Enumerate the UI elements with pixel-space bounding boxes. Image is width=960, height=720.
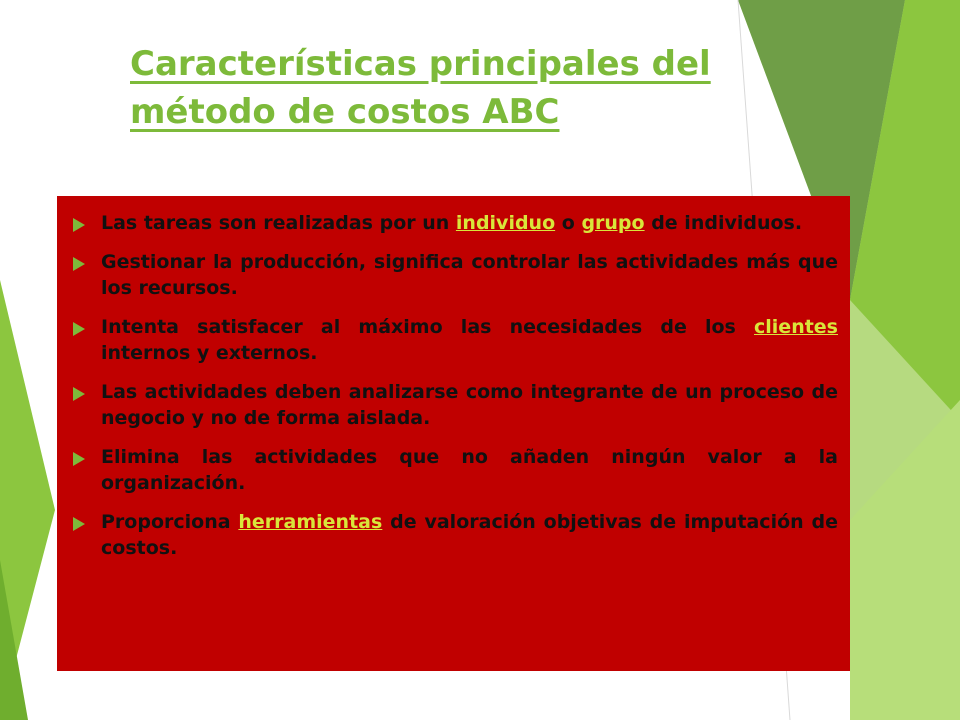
text-segment: internos y externos. bbox=[101, 342, 318, 364]
arrow-bullet-icon bbox=[73, 387, 85, 401]
list-item bbox=[73, 210, 838, 236]
bullet-list bbox=[73, 210, 838, 574]
title-line-2: método de costos ABC bbox=[130, 92, 560, 132]
arrow-bullet-icon bbox=[73, 517, 85, 531]
text-segment: de valoración objetivas de imputación de costos. bbox=[101, 511, 838, 559]
list-item bbox=[73, 379, 838, 431]
hyperlink[interactable]: grupo bbox=[581, 212, 645, 234]
content-box bbox=[57, 196, 850, 671]
bullet-text bbox=[101, 444, 838, 496]
text-segment: Las tareas son realizadas por un bbox=[101, 212, 456, 234]
hyperlink[interactable]: herramientas bbox=[238, 511, 383, 533]
hyperlink[interactable]: clientes bbox=[754, 316, 838, 338]
arrow-bullet-icon bbox=[73, 257, 85, 271]
list-item bbox=[73, 314, 838, 366]
list-item bbox=[73, 249, 838, 301]
arrow-bullet-icon bbox=[73, 322, 85, 336]
arrow-bullet-icon bbox=[73, 218, 85, 232]
list-item bbox=[73, 509, 838, 561]
title-line-1: Características principales del bbox=[130, 44, 711, 84]
hyperlink[interactable]: individuo bbox=[455, 212, 556, 234]
text-segment: Elimina las actividades que no añaden ningún valor a la organización. bbox=[101, 446, 838, 494]
text-segment: de individuos. bbox=[644, 212, 803, 234]
text-segment: Las actividades deben analizarse como integrante de un proceso de negocio y no de forma aislada. bbox=[101, 381, 838, 429]
text-segment: Gestionar la producción, significa controlar las actividades más que los recursos. bbox=[101, 251, 838, 299]
bullet-text bbox=[101, 210, 838, 236]
text-segment: Intenta satisfacer al máximo las necesidades de los bbox=[101, 316, 755, 338]
bullet-text bbox=[101, 249, 838, 301]
text-segment: o bbox=[555, 212, 582, 234]
page-title bbox=[130, 40, 750, 136]
arrow-bullet-icon bbox=[73, 452, 85, 466]
text-segment: Proporciona bbox=[101, 511, 239, 533]
list-item bbox=[73, 444, 838, 496]
bullet-text bbox=[101, 314, 838, 366]
bullet-text bbox=[101, 379, 838, 431]
bullet-text bbox=[101, 509, 838, 561]
